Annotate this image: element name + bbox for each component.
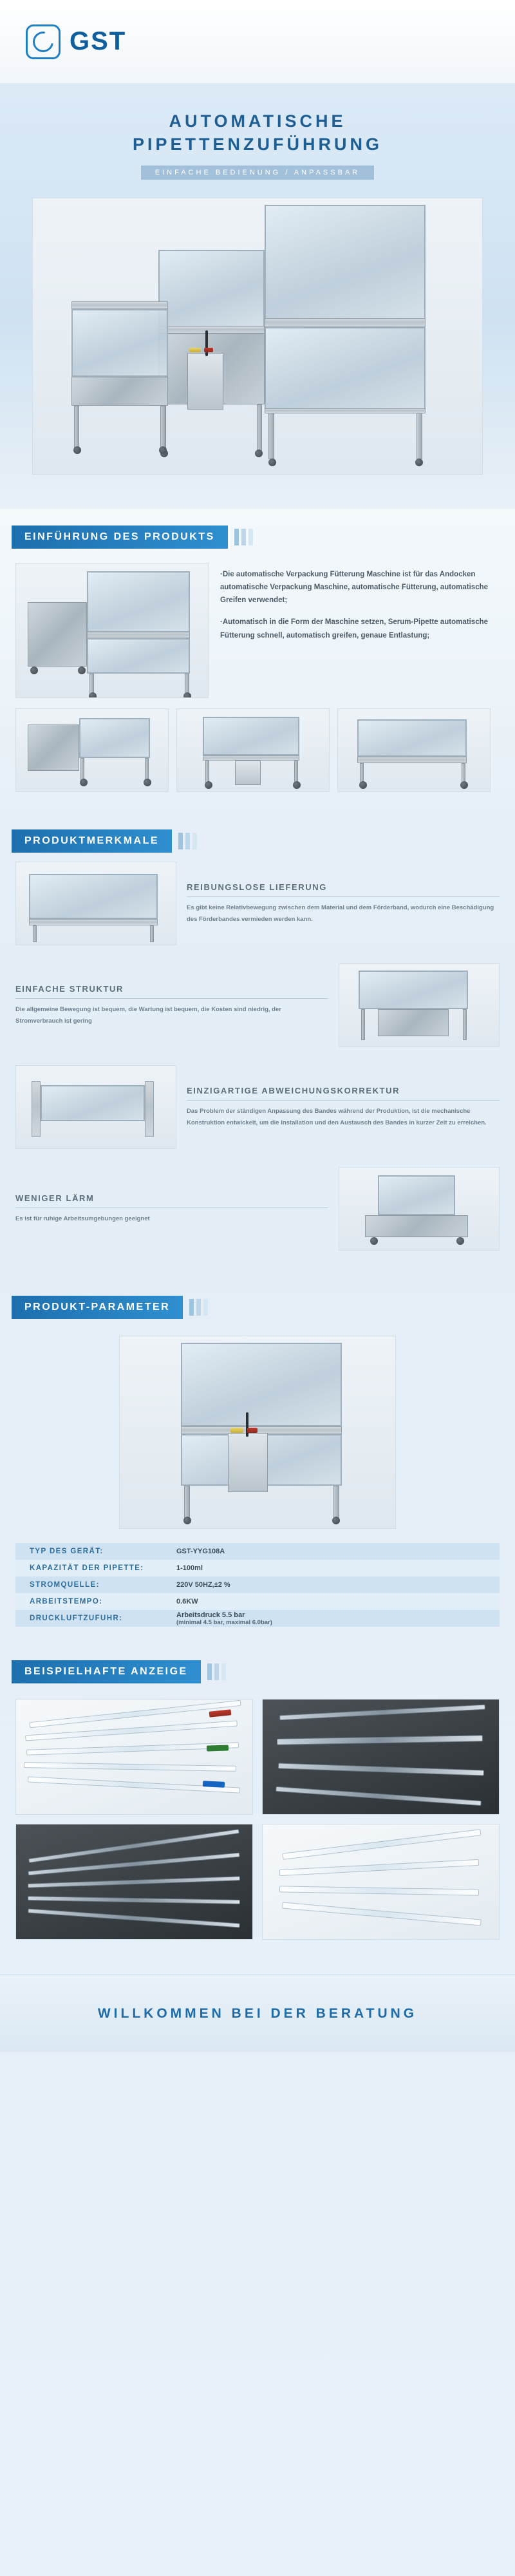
- hero-machine-photo: [32, 198, 483, 475]
- title-ticks-icon: [178, 833, 197, 849]
- param-value: 220V 50HZ,±2 %: [176, 1581, 230, 1589]
- param-value-main: Arbeitsdruck 5.5 bar: [176, 1611, 245, 1619]
- page-header: [0, 0, 515, 84]
- title-ticks-icon: [234, 529, 253, 545]
- feature-text: Die allgemeine Bewegung ist bequem, die Wartung ist bequem, die Kosten sind niedrig, der Stromverbrauch ist gering: [15, 1005, 281, 1025]
- gallery-image-1: [15, 1699, 253, 1815]
- hero-title: [0, 109, 515, 156]
- feature-image-2: [339, 963, 500, 1047]
- table-row: [15, 1577, 500, 1593]
- feature-item: [0, 1158, 515, 1260]
- intro-paragraph-1: ·Die automatische Verpackung Fütterung Maschine ist für das Andocken automatische Verpackung Maschine, automatische Fütterung, automatische Greifen verwendet;: [220, 571, 489, 605]
- intro-paragraph-2: ·Automatisch in die Form der Maschine setzen, Serum-Pipette automatische Fütterung schnell, automatisch greifen, genaue Entlastung;: [220, 618, 489, 639]
- feature-item: [0, 954, 515, 1056]
- intro-text-block: [220, 563, 500, 698]
- features-section: [0, 809, 515, 1279]
- feature-image-4: [339, 1167, 500, 1251]
- hero-title-line2: PIPETTENZUFÜHRUNG: [133, 135, 382, 155]
- gallery-image-3: [15, 1824, 253, 1940]
- table-row: [15, 1593, 500, 1610]
- param-value: [176, 1610, 500, 1627]
- title-ticks-icon: [189, 1299, 208, 1316]
- parameters-section: [0, 1279, 515, 1643]
- brand-name: GST: [70, 27, 127, 55]
- features-title-text: PRODUKTMERKMALE: [12, 829, 172, 853]
- gallery-image-4: [262, 1824, 500, 1940]
- param-key: KAPAZITÄT DER PIPETTE:: [30, 1564, 144, 1572]
- title-ticks-icon: [207, 1663, 226, 1680]
- gallery-grid: [0, 1683, 515, 1955]
- feature-item: [0, 853, 515, 954]
- param-key: DRUCKLUFTZUFUHR:: [30, 1615, 123, 1622]
- intro-thumbnail-2: [176, 708, 330, 792]
- param-value: 1-100ml: [176, 1564, 203, 1572]
- page-footer: [0, 1975, 515, 2052]
- intro-machine-photo: [15, 563, 209, 698]
- intro-thumbnail-1: [15, 708, 169, 792]
- hero-title-line1: AUTOMATISCHE: [169, 111, 346, 131]
- feature-title: EINZIGARTIGE ABWEICHUNGSKORREKTUR: [187, 1086, 500, 1101]
- feature-image-3: [15, 1065, 176, 1149]
- gst-circle-logo-icon: [26, 24, 61, 59]
- gallery-image-2: [262, 1699, 500, 1815]
- parameters-title-text: PRODUKT-PARAMETER: [12, 1296, 183, 1319]
- gallery-section-title: [12, 1643, 515, 1683]
- table-row: [15, 1560, 500, 1577]
- parameters-table: [15, 1543, 500, 1627]
- intro-thumbnail-row: [0, 702, 515, 792]
- table-row: [15, 1543, 500, 1560]
- param-key: TYP DES GERÄT:: [30, 1548, 104, 1555]
- feature-text: Es gibt keine Relativbewegung zwischen dem Material und dem Förderband, wodurch eine Beschädigung des Förderbandes vermieden werden kann.: [187, 904, 494, 923]
- intro-section: [0, 509, 515, 809]
- feature-text: Das Problem der ständigen Anpassung des Bandes während der Produktion, ist die mechanische Konstruktion entwickelt, um die Installation und den Austausch des Bandes in kurzer Zeit zu erreichen.: [187, 1107, 487, 1126]
- intro-section-title: [12, 509, 515, 549]
- param-value: 0.6KW: [176, 1598, 198, 1605]
- parameters-section-title: [12, 1279, 515, 1319]
- param-value: GST-YYG108A: [176, 1548, 225, 1555]
- gallery-title-text: BEISPIELHAFTE ANZEIGE: [12, 1660, 201, 1683]
- table-row: [15, 1610, 500, 1627]
- feature-title: EINFACHE STRUKTUR: [15, 984, 328, 999]
- intro-thumbnail-3: [337, 708, 491, 792]
- hero-section: [0, 84, 515, 509]
- feature-image-1: [15, 862, 176, 945]
- hero-subtitle: EINFACHE BEDIENUNG / ANPASSBAR: [141, 166, 374, 180]
- feature-title: WENIGER LÄRM: [15, 1193, 328, 1208]
- feature-item: [0, 1056, 515, 1158]
- brand-logo: [26, 24, 126, 59]
- param-key: ARBEITSTEMPO:: [30, 1598, 103, 1605]
- parameters-machine-photo: [119, 1336, 396, 1529]
- feature-title: REIBUNGSLOSE LIEFERUNG: [187, 882, 500, 897]
- param-key: STROMQUELLE:: [30, 1581, 100, 1589]
- param-value-note: (minimal 4.5 bar, maximal 6.0bar): [176, 1618, 272, 1626]
- feature-text: Es ist für ruhige Arbeitsumgebungen geeignet: [15, 1215, 150, 1222]
- features-section-title: [12, 813, 515, 853]
- footer-text: WILLKOMMEN BEI DER BERATUNG: [97, 2005, 418, 2021]
- gallery-section: [0, 1643, 515, 1975]
- intro-title-text: EINFÜHRUNG DES PRODUKTS: [12, 526, 228, 549]
